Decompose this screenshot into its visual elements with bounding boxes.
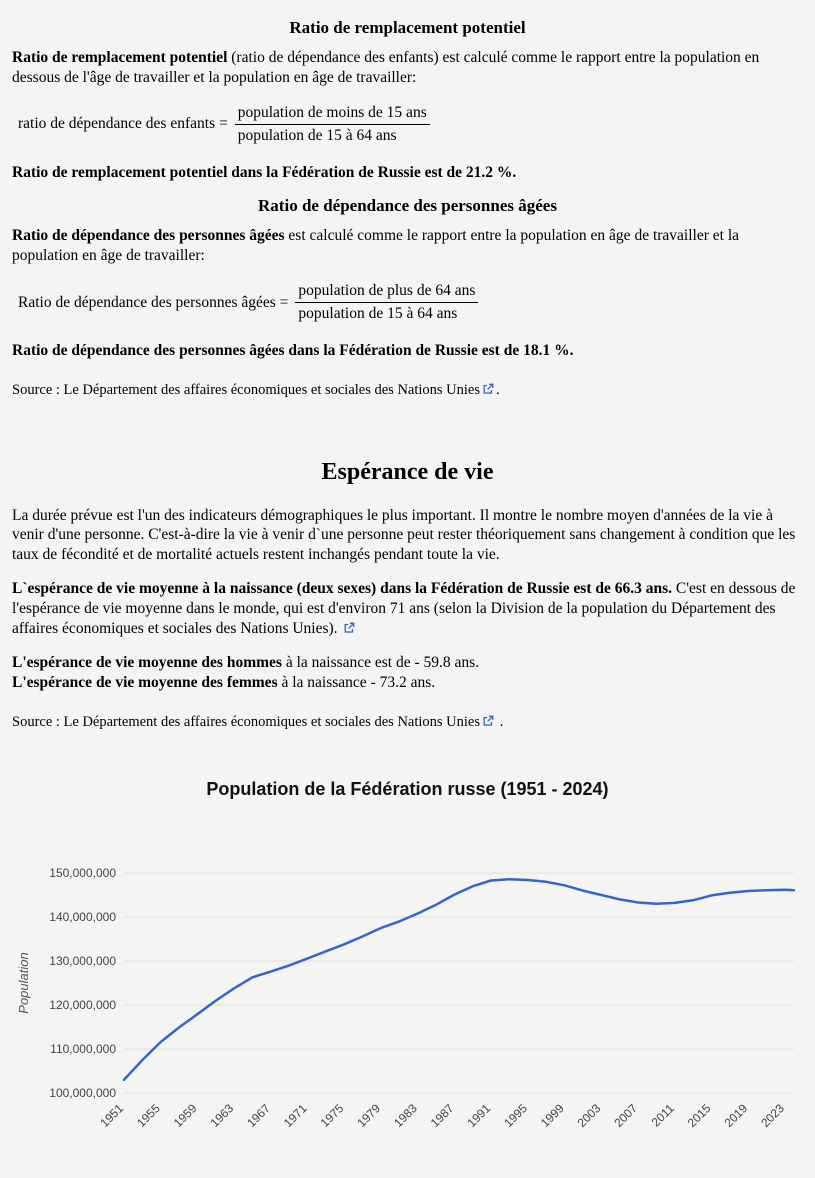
life-expectancy-women-value: à la naissance - 73.2 ans.: [277, 674, 436, 692]
life-expectancy-intro: La durée prévue est l'un des indicateurs démographiques le plus important. Il montre le nombre moyen d'années de la vie à venir d'une personne. C'est-à-dire la vie à venir d`une personne peut rester théoriquement sans changement à condition que les taux de fécondité et de mortalité actuels restent inchangés pendant toute la vie.: [12, 506, 796, 564]
source-2-suffix: .: [496, 714, 504, 731]
life-expectancy-women-term: L'espérance de vie moyenne des femmes: [12, 674, 278, 692]
source-2-external-link[interactable]: [482, 714, 494, 733]
formula-child-numerator: population de moins de 15 ans: [235, 104, 430, 125]
svg-text:1983: 1983: [391, 1100, 420, 1130]
heading-replacement-ratio: Ratio de remplacement potentiel: [289, 18, 526, 37]
formula-elderly-fraction: [295, 282, 478, 323]
replacement-ratio-term: Ratio de remplacement potentiel: [12, 49, 228, 66]
heading-life-expectancy: Espérance de vie: [321, 458, 494, 485]
svg-text:130,000,000: 130,000,000: [49, 953, 116, 968]
life-external-link[interactable]: [343, 620, 355, 640]
svg-text:2003: 2003: [574, 1100, 604, 1130]
replacement-ratio-intro-rest: (ratio de dépendance des enfants) est calculé comme le rapport entre la population en dessous de l'âge de travailler et la population en âge de travailler:: [12, 49, 760, 86]
svg-text:140,000,000: 140,000,000: [49, 909, 116, 924]
svg-text:1971: 1971: [280, 1100, 310, 1130]
source-1-external-link[interactable]: [482, 382, 494, 401]
external-link-icon: [343, 622, 355, 634]
life-expectancy-men-term: L'espérance de vie moyenne des hommes: [12, 654, 282, 672]
svg-text:1967: 1967: [244, 1100, 273, 1130]
life-expectancy-men-value: à la naissance est de - 59.8 ans.: [281, 654, 480, 672]
formula-elderly-numerator: population de plus de 64 ans: [295, 282, 478, 303]
svg-text:2007: 2007: [611, 1100, 641, 1130]
source-1-suffix: .: [496, 381, 500, 398]
svg-text:1999: 1999: [537, 1100, 567, 1130]
population-line-chart: [12, 818, 812, 1158]
heading-elderly-ratio: Ratio de dépendance des personnes âgées: [258, 196, 557, 216]
svg-text:1975: 1975: [317, 1100, 347, 1130]
formula-elderly-dependency: [18, 282, 803, 323]
formula-child-denominator: population de 15 à 64 ans: [237, 126, 397, 144]
external-link-icon: [482, 383, 494, 395]
life-expectancy-world-comparison: C'est en dessous de l'espérance de vie moyenne dans le monde, qui est d'environ 71 ans (selon la Division de la population du Département des affaires économiques et sociales des Nations Unies).: [12, 580, 796, 637]
formula-elderly-denominator: population de 15 à 64 ans: [298, 305, 458, 323]
formula-child-dependency: [18, 104, 803, 145]
svg-text:1951: 1951: [97, 1100, 127, 1130]
formula-child-label: ratio de dépendance des enfants =: [18, 115, 228, 133]
svg-text:1987: 1987: [427, 1100, 457, 1130]
life-expectancy-men-line: [12, 653, 803, 673]
svg-text:Population: Population: [16, 951, 31, 1014]
life-expectancy-summary: [12, 579, 803, 639]
external-link-icon: [482, 715, 494, 727]
svg-text:2011: 2011: [648, 1100, 677, 1130]
chart-title: Population de la Fédération russe (1951 - 2024): [206, 778, 609, 799]
svg-text:110,000,000: 110,000,000: [50, 1041, 116, 1056]
formula-elderly-label: Ratio de dépendance des personnes âgées =: [18, 293, 289, 311]
svg-text:1995: 1995: [501, 1100, 530, 1130]
elderly-ratio-term: Ratio de dépendance des personnes âgées: [12, 227, 285, 245]
svg-text:150,000,000: 150,000,000: [49, 865, 116, 880]
svg-text:1963: 1963: [207, 1100, 237, 1130]
elderly-ratio-intro-rest: est calculé comme le rapport entre la population en âge de travailler et la population en âge de travailler:: [12, 227, 740, 265]
life-expectancy-both-sexes: L`espérance de vie moyenne à la naissance (deux sexes) dans la Fédération de Russie est de 66.3 ans.: [12, 580, 673, 597]
svg-text:2023: 2023: [758, 1100, 787, 1130]
source-1-text: Source : Le Département des affaires économiques et sociales des Nations Unies: [12, 381, 481, 398]
svg-text:2015: 2015: [684, 1100, 714, 1130]
formula-child-fraction: [235, 104, 430, 145]
svg-text:1955: 1955: [134, 1100, 163, 1130]
svg-text:1959: 1959: [170, 1100, 200, 1130]
svg-text:100,000,000: 100,000,000: [49, 1085, 116, 1100]
life-expectancy-women-line: [12, 673, 803, 693]
replacement-ratio-intro: [12, 48, 803, 88]
svg-text:1991: 1991: [464, 1100, 494, 1130]
elderly-ratio-intro: [12, 226, 803, 266]
elderly-ratio-result: Ratio de dépendance des personnes âgées dans la Fédération de Russie est de 18.1 %.: [12, 342, 574, 360]
source-line-2: [12, 713, 803, 733]
source-line-1: [12, 381, 803, 401]
svg-text:1979: 1979: [354, 1100, 384, 1130]
population-chart-section: [12, 779, 803, 1158]
source-2-text: Source : Le Département des affaires économiques et sociales des Nations Unies: [12, 714, 481, 731]
svg-text:2019: 2019: [721, 1100, 751, 1130]
svg-text:120,000,000: 120,000,000: [49, 997, 116, 1012]
replacement-ratio-result: Ratio de remplacement potentiel dans la Fédération de Russie est de 21.2 %.: [12, 163, 517, 181]
